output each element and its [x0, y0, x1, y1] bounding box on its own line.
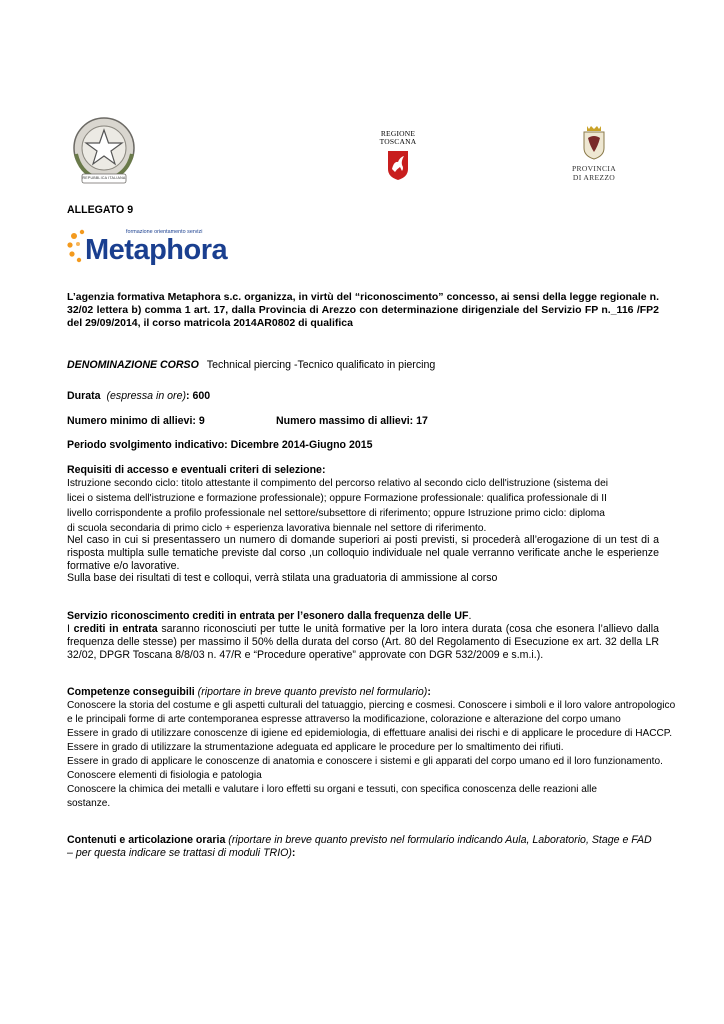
province-name-line2: DI AREZZO	[572, 172, 616, 182]
allievi-max: Numero massimo di allievi: 17	[276, 415, 428, 427]
republic-emblem-text: REPUBBLICA ITALIANA	[82, 176, 126, 180]
requisiti-title: Requisiti di accesso e eventuali criteri di selezione:	[67, 464, 326, 476]
region-name-line2: TOSCANA	[379, 137, 417, 146]
durata-row	[67, 390, 210, 403]
competenze-line: Conoscere la chimica dei metalli e valutare i loro effetti su organi e tessuti, con specifica conoscenza delle reazioni alle	[67, 784, 598, 795]
metaphora-tagline: formazione orientamento servizi	[126, 229, 203, 235]
region-name-line1: REGIONE	[380, 129, 416, 138]
periodo-row: Periodo svolgimento indicativo: Dicembre 2014-Giugno 2015	[67, 439, 373, 451]
competenze-line: Conoscere la storia del costume e gli aspetti culturali del tatuaggio, piercing e cosmesi. Conoscere i simboli e il loro valore antropologico	[67, 700, 676, 711]
denominazione-row	[67, 359, 435, 372]
denominazione-value: Technical piercing -Tecnico qualificato in piercing	[206, 359, 436, 371]
contenuti-paragraph	[67, 834, 659, 860]
province-name-line1: PROVINCIA	[571, 164, 617, 173]
crediti-bold: crediti in entrata	[73, 623, 158, 635]
competenze-line: Essere in grado di utilizzare conoscenze di igiene ed epidemiologia, di effettuare analisi dei rischi e di applicare le procedure di HACCP.	[67, 728, 673, 739]
provincia-arezzo-logo	[568, 124, 620, 188]
province-crest-icon	[579, 124, 609, 160]
requisiti-line: di scuola secondaria di primo ciclo + esperienza lavorativa biennale nel settore di riferimento.	[67, 523, 487, 534]
requisiti-ranking: Sulla base dei risultati di test e colloqui, verrà stilata una graduatoria di ammissione al corso	[67, 572, 498, 584]
republic-emblem-logo	[66, 112, 142, 190]
pegasus-icon	[386, 149, 410, 181]
requisiti-line: licei o sistema dell'istruzione e formazione professionale); oppure Formazione professionale: qualifica professionale di II	[67, 493, 607, 504]
competenze-title-row	[67, 686, 431, 699]
requisiti-selection: Nel caso in cui si presentassero un numero di domande superiori ai posti previsti, si procederà all’erogazione di un test di a risposta multipla sulle tematiche previste dal corso ,un colloquio individuale nel quale verranno verificate anche le esperienze formative e/o lavorative.	[67, 534, 659, 572]
regione-toscana-logo	[376, 130, 420, 192]
competenze-note: (riportare in breve quanto previsto nel formulario)	[194, 686, 428, 698]
contenuti-note: (riportare in breve quanto previsto nel formulario indicando Aula, Laboratorio, Stage e FAD – per questa indicare se trattasi di moduli TRIO)	[67, 834, 652, 859]
crediti-title-end: .	[468, 610, 472, 622]
requisiti-line: Istruzione secondo ciclo: titolo attestante il compimento del percorso relativo al secondo ciclo dell'istruzione (sistema dei	[67, 478, 609, 489]
competenze-line: Conoscere elementi di fisiologia e patologia	[67, 770, 262, 781]
intro-paragraph: L’agenzia formativa Metaphora s.c. organizza, in virtù del “riconoscimento” concesso, ai sensi della legge regionale n. 32/02 lettera b) comma 1 art. 17, dalla Provincia di Arezzo con determinazione dirigenziale del Servizio FP n._116 /FP2 del 29/09/2014, il corso matricola 2014AR0802 di qualifica	[67, 291, 659, 329]
competenze-line: e le principali forme di arte contemporanea espresse attraverso la modificazione, colorazione e alterazione del corpo umano	[67, 714, 621, 725]
durata-value: : 600	[186, 390, 211, 402]
denominazione-label: DENOMINAZIONE CORSO	[67, 359, 199, 371]
crediti-title-row	[67, 610, 471, 623]
metaphora-wordmark: Metaphora	[85, 234, 228, 266]
crediti-paragraph	[67, 623, 659, 662]
competenze-line: Essere in grado di utilizzare la strumentazione adeguata ed applicare le procedure per lo smaltimento dei rifiuti.	[67, 742, 564, 753]
crediti-text-start: I	[67, 623, 74, 635]
contenuti-colon: :	[291, 847, 296, 859]
contenuti-title: Contenuti e articolazione oraria	[67, 834, 226, 846]
crediti-text-rest: saranno riconosciuti per tutte le unità formative per la loro intera durata (cosa che esonera l’allievo dalla frequenza delle stesse) per massimo il 50% della durata del corso (Art. 80 del Regolamento di Esecuzione ex art. 32 della LR 32/02, DPGR Toscana 8/8/03 n. 47/R e “Procedure operative” approvate con DGR 532/2009 e s.m.i.).	[67, 623, 659, 661]
durata-note: (espressa in ore)	[106, 390, 186, 402]
allievi-min: Numero minimo di allievi: 9	[67, 415, 205, 427]
competenze-line: Essere in grado di applicare le conoscenze di anatomia e conoscere i sistemi e gli apparati del corpo umano ed il loro funzionamento.	[67, 756, 663, 767]
competenze-colon: :	[427, 686, 431, 698]
allegato-label: ALLEGATO 9	[67, 204, 134, 216]
metaphora-logo	[66, 226, 228, 268]
crediti-title: Servizio riconoscimento crediti in entrata per l’esonero dalla frequenza delle UF	[67, 610, 469, 622]
requisiti-line: livello corrispondente a profilo professionale nel settore/subsettore di riferimento; oppure Istruzione primo ciclo: diploma	[67, 508, 605, 519]
competenze-title: Competenze conseguibili	[67, 686, 195, 698]
competenze-line: sostanze.	[67, 798, 111, 809]
durata-label: Durata	[67, 390, 101, 402]
